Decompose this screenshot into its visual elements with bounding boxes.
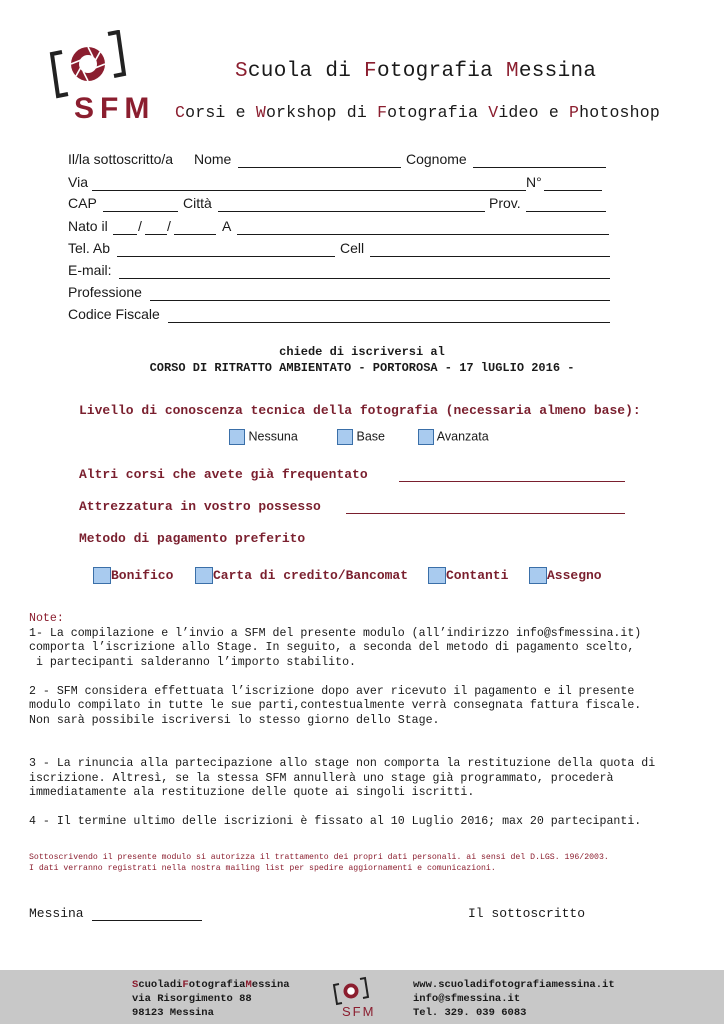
title-segment: S bbox=[235, 60, 248, 83]
privacy-notice bbox=[29, 852, 609, 874]
title-segment: F bbox=[364, 60, 377, 83]
payment-option-carta[interactable] bbox=[195, 567, 408, 584]
date-separator: / bbox=[167, 218, 171, 234]
checkbox-icon[interactable] bbox=[195, 567, 213, 584]
note-line: 4 - Il termine ultimo delle iscrizioni è fissato al 10 Luglio 2016; max 20 partecipanti. bbox=[29, 815, 642, 828]
signature-place-label: Messina bbox=[29, 906, 84, 921]
logo-text: SFM bbox=[74, 92, 156, 125]
notes-title: Note: bbox=[29, 612, 64, 625]
title-segment: otografia bbox=[376, 60, 506, 83]
checkbox-icon[interactable] bbox=[337, 429, 353, 445]
privacy-line: I dati verranno registrati nella nostra mailing list per spedire aggiornamenti e comunicazioni. bbox=[29, 864, 496, 873]
subtitle-segment: orsi e bbox=[185, 103, 256, 122]
cap-field[interactable] bbox=[103, 211, 178, 212]
email-field[interactable] bbox=[119, 278, 610, 279]
sottoscritto-label: Il/la sottoscritto/a bbox=[68, 151, 174, 167]
altri-corsi-label: Altri corsi che avete già frequentato bbox=[79, 467, 368, 482]
payment-option-contanti[interactable] bbox=[428, 567, 508, 584]
level-option-base[interactable] bbox=[337, 429, 385, 445]
numero-label: N° bbox=[526, 174, 542, 190]
level-question: Livello di conoscenza tecnica della fotografia (necessaria almeno base): bbox=[79, 403, 641, 418]
payment-label: Metodo di pagamento preferito bbox=[79, 531, 306, 546]
codice-fiscale-label: Codice Fiscale bbox=[68, 306, 160, 322]
nato-label: Nato il bbox=[68, 218, 108, 234]
sfm-logo bbox=[44, 30, 162, 130]
level-option-nessuna[interactable] bbox=[229, 429, 298, 445]
footer-school-name bbox=[132, 978, 290, 992]
note-line: 3 - La rinuncia alla partecipazione allo stage non comporta la restituzione della quota di bbox=[29, 757, 656, 770]
footer-name-segment: M bbox=[245, 979, 252, 991]
subtitle-segment: W bbox=[255, 103, 266, 122]
payment-option-label: Assegno bbox=[547, 567, 602, 583]
tel-label: Tel. Ab bbox=[68, 240, 111, 256]
footer-logo bbox=[330, 976, 390, 1022]
birthplace-label: A bbox=[222, 218, 232, 234]
checkbox-icon[interactable] bbox=[93, 567, 111, 584]
note-line: comporta l’iscrizione allo Stage. In seguito, a seconda del metodo di pagamento scelto, bbox=[29, 641, 635, 654]
tel-field[interactable] bbox=[117, 256, 335, 257]
note-line: 1- La compilazione e l’invio a SFM del presente modulo (all’indirizzo info@sfmessina.it) bbox=[29, 626, 642, 640]
payment-option-label: Bonifico bbox=[111, 567, 174, 583]
level-option-label: Base bbox=[356, 429, 385, 444]
signature-place-field[interactable] bbox=[92, 920, 202, 921]
professione-label: Professione bbox=[68, 284, 142, 300]
subtitle-segment: C bbox=[175, 103, 186, 122]
attrezzatura-field[interactable] bbox=[346, 513, 625, 514]
checkbox-icon[interactable] bbox=[428, 567, 446, 584]
email-label: E-mail: bbox=[68, 262, 112, 278]
via-field[interactable] bbox=[92, 190, 526, 191]
numero-field[interactable] bbox=[544, 190, 602, 191]
footer-address-line: via Risorgimento 88 bbox=[132, 993, 252, 1005]
footer-logo-text: SFM bbox=[342, 1004, 376, 1019]
birth-year-field[interactable] bbox=[174, 234, 216, 235]
cognome-label: Cognome bbox=[406, 151, 467, 167]
payment-option-assegno[interactable] bbox=[529, 567, 602, 584]
notes-section bbox=[29, 612, 709, 830]
footer-name-segment: S bbox=[132, 979, 139, 991]
citta-field[interactable] bbox=[218, 211, 485, 212]
checkbox-icon[interactable] bbox=[229, 429, 245, 445]
cap-label: CAP bbox=[68, 195, 97, 211]
title-segment: essina bbox=[518, 60, 597, 83]
footer-phone: Tel. 329. 039 6083 bbox=[413, 1007, 527, 1019]
note-line: i partecipanti salderanno l’importo stabilito. bbox=[29, 655, 356, 669]
subtitle-segment: V bbox=[488, 103, 499, 122]
footer-email-link[interactable]: info@sfmessina.it bbox=[413, 993, 521, 1005]
level-option-label: Avanzata bbox=[436, 429, 489, 444]
checkbox-icon[interactable] bbox=[418, 429, 434, 445]
nome-field[interactable] bbox=[238, 167, 401, 168]
codice-fiscale-field[interactable] bbox=[168, 322, 610, 323]
title-segment: cuola di bbox=[247, 60, 365, 83]
footer-contacts bbox=[413, 978, 615, 1020]
footer-name-segment: F bbox=[182, 979, 189, 991]
page-title bbox=[235, 60, 596, 83]
course-title: CORSO DI RITRATTO AMBIENTATO - PORTOROSA - 17 lUGLIO 2016 - bbox=[149, 361, 575, 375]
note-line: Non sarà possibile iscriversi lo stesso giorno dello Stage. bbox=[29, 713, 440, 727]
note-line: iscrizione. Altresì, se la stessa SFM annullerà uno stage già programmato, procederà bbox=[29, 771, 614, 785]
footer-address-line: 98123 Messina bbox=[132, 1007, 214, 1019]
footer-name-segment: cuoladi bbox=[138, 979, 183, 991]
footer-website-link[interactable]: www.scuoladifotografiamessina.it bbox=[413, 979, 615, 991]
subtitle-segment: F bbox=[377, 103, 388, 122]
subtitle-segment: hotoshop bbox=[579, 103, 660, 122]
citta-label: Città bbox=[183, 195, 212, 211]
footer-address bbox=[132, 978, 290, 1020]
page-subtitle bbox=[175, 103, 660, 122]
level-option-label: Nessuna bbox=[248, 429, 298, 444]
payment-option-label: Carta di credito/Bancomat bbox=[213, 567, 409, 583]
altri-corsi-field[interactable] bbox=[399, 481, 625, 482]
title-segment: M bbox=[505, 60, 519, 83]
subtitle-segment: ideo e bbox=[498, 103, 570, 122]
subtitle-segment: P bbox=[569, 103, 580, 122]
note-line: immediatamente ala restituzione delle quote ai singoli iscritti. bbox=[29, 786, 475, 799]
via-label: Via bbox=[68, 174, 88, 190]
cell-label: Cell bbox=[340, 240, 365, 256]
prov-field[interactable] bbox=[526, 211, 606, 212]
footer-name-segment: otografia bbox=[188, 979, 246, 991]
signer-label: Il sottoscritto bbox=[468, 906, 586, 921]
birthplace-field[interactable] bbox=[237, 234, 609, 235]
payment-option-bonifico[interactable] bbox=[93, 567, 173, 584]
note-line: 2 - SFM considera effettuata l’iscrizione dopo aver ricevuto il pagamento e il presente bbox=[29, 684, 635, 698]
attrezzatura-label: Attrezzatura in vostro possesso bbox=[79, 499, 321, 514]
payment-option-label: Contanti bbox=[446, 567, 509, 583]
request-line-1: chiede di iscriversi al bbox=[279, 345, 445, 359]
footer bbox=[0, 970, 724, 1024]
professione-field[interactable] bbox=[150, 300, 610, 301]
date-separator: / bbox=[138, 218, 142, 234]
checkbox-icon[interactable] bbox=[529, 567, 547, 584]
cell-field[interactable] bbox=[370, 256, 610, 257]
birth-day-field[interactable] bbox=[113, 234, 137, 235]
level-option-avanzata[interactable] bbox=[418, 429, 489, 445]
note-line: modulo compilato in tutte le sue parti,contestualmente verrà consegnata fattura fiscale. bbox=[29, 699, 642, 712]
footer-name-segment: essina bbox=[251, 979, 290, 991]
subtitle-segment: orkshop di bbox=[265, 103, 378, 122]
privacy-line: Sottoscrivendo il presente modulo si autorizza il trattamento dei propri dati personali. ai sensi del D.LGS. 196/2003. bbox=[29, 853, 609, 862]
prov-label: Prov. bbox=[489, 195, 521, 211]
subtitle-segment: otografia bbox=[387, 103, 489, 122]
nome-label: Nome bbox=[194, 151, 232, 167]
birth-month-field[interactable] bbox=[145, 234, 167, 235]
cognome-field[interactable] bbox=[473, 167, 606, 168]
